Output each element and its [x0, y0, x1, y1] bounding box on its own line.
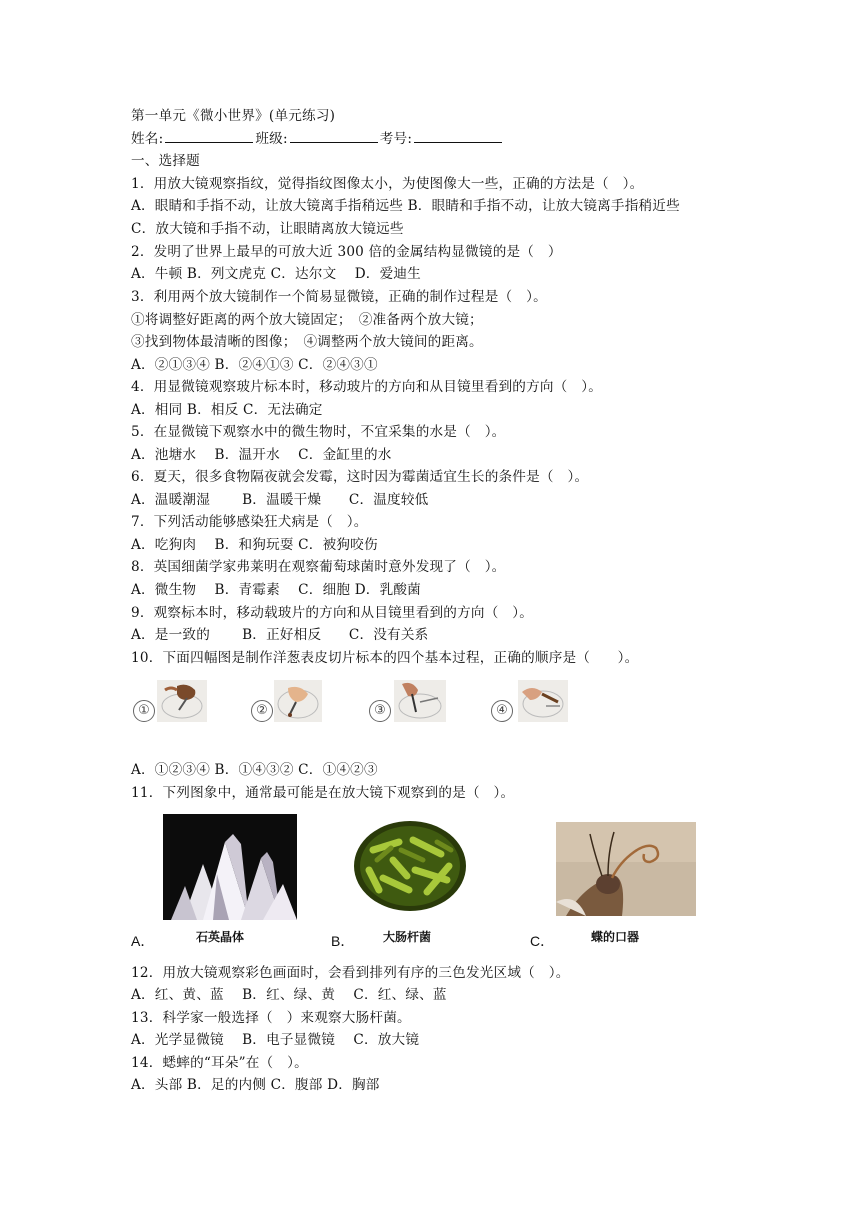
doc-title: 第一单元《微小世界》(单元练习)	[131, 108, 336, 124]
question-3-steps-2: ③找到物体最清晰的图像； ④调整两个放大镜间的距离。	[131, 334, 483, 350]
question-2: 2．发明了世界上最早的可放大近 300 倍的金属结构显微镜的是（ ）	[131, 244, 562, 260]
question-10: 10．下面四幅图是制作洋葱表皮切片标本的四个基本过程，正确的顺序是（ ）。	[131, 650, 639, 666]
question-7: 7．下列活动能够感染狂犬病是（ ）。	[131, 514, 368, 530]
q11-caption-a: 石英晶体	[196, 930, 245, 944]
q11-caption-c: 蝶的口器	[591, 930, 640, 944]
question-9-options: A．是一致的 B．正好相反 C．没有关系	[131, 627, 429, 643]
question-4: 4．用显微镜观察玻片标本时，移动玻片的方向和从目镜里看到的方向（ ）。	[131, 379, 603, 395]
exam-label: 考号:	[379, 131, 413, 147]
question-5-options: A．池塘水 B．温开水 C．金缸里的水	[131, 447, 392, 463]
hand-dropper-icon	[157, 680, 207, 722]
q11-option-b-letter: B．	[331, 933, 355, 949]
butterfly-proboscis-image	[556, 822, 696, 916]
q11-caption-b: 大肠杆菌	[383, 930, 432, 944]
step-number-1: ①	[133, 700, 155, 722]
question-3-steps-1: ①将调整好距离的两个放大镜固定； ②准备两个放大镜；	[131, 312, 483, 328]
section-heading: 一、选择题	[131, 153, 200, 169]
hand-tweezers-icon	[274, 680, 322, 722]
name-blank[interactable]	[165, 129, 253, 143]
question-9: 9．观察标本时，移动载玻片的方向和从目镜里看到的方向（ ）。	[131, 605, 534, 621]
q11-option-c-letter: C．	[530, 933, 555, 949]
question-4-options: A．相同 B．相反 C．无法确定	[131, 402, 323, 418]
question-10-options: A．①②③④ B．①④③② C．①④②③	[131, 762, 378, 778]
question-8-options: A．微生物 B．青霉素 C．细胞 D．乳酸菌	[131, 582, 421, 598]
question-13-options: A．光学显微镜 B．电子显微镜 C．放大镜	[131, 1032, 420, 1048]
question-12: 12．用放大镜观察彩色画面时，会看到排列有序的三色发光区域（ ）。	[131, 965, 570, 981]
name-label: 姓名:	[131, 131, 164, 147]
question-2-options: A．牛顿 B．列文虎克 C．达尔文 D．爱迪生	[131, 266, 421, 282]
question-1-options-ab: A．眼睛和手指不动，让放大镜离手指稍远些 B．眼睛和手指不动，让放大镜离手指稍近些	[131, 198, 680, 214]
question-6-options: A．温暖潮湿 B．温暖干燥 C．温度较低	[131, 492, 429, 508]
question-14-options: A．头部 B．足的内侧 C．腹部 D．胸部	[131, 1077, 380, 1093]
question-8: 8．英国细菌学家弗莱明在观察葡萄球菌时意外发现了（ ）。	[131, 559, 506, 575]
question-3: 3．利用两个放大镜制作一个简易显微镜，正确的制作过程是（ ）。	[131, 289, 547, 305]
question-7-options: A．吃狗肉 B．和狗玩耍 C．被狗咬伤	[131, 537, 378, 553]
step-number-4: ④	[491, 700, 513, 722]
step-number-2: ②	[251, 700, 273, 722]
question-14: 14．蟋蟀的“耳朵”在（ ）。	[131, 1055, 308, 1071]
question-6: 6．夏天，很多食物隔夜就会发霉，这时因为霉菌适宜生长的条件是（ ）。	[131, 469, 589, 485]
class-blank[interactable]	[290, 129, 378, 143]
hand-needle-icon	[394, 680, 446, 722]
class-label: 班级:	[255, 131, 288, 147]
question-3-options: A．②①③④ B．②④①③ C．②④③①	[131, 357, 378, 373]
question-1: 1．用放大镜观察指纹，觉得指纹图像太小，为使图像大一些，正确的方法是（ ）。	[131, 176, 644, 192]
q11-option-a-letter: A．	[131, 933, 155, 949]
question-1-option-c: C．放大镜和手指不动，让眼睛离放大镜远些	[131, 221, 404, 237]
quartz-crystal-image	[163, 814, 297, 920]
question-5: 5．在显微镜下观察水中的微生物时，不宜采集的水是（ ）。	[131, 424, 506, 440]
question-11: 11．下列图象中，通常最可能是在放大镜下观察到的是（ ）。	[131, 785, 515, 801]
student-info-row	[131, 129, 504, 149]
question-13: 13．科学家一般选择（ ）来观察大肠杆菌。	[131, 1010, 411, 1026]
question-12-options: A．红、黄、蓝 B．红、绿、黄 C．红、绿、蓝	[131, 987, 447, 1003]
step-number-3: ③	[369, 700, 391, 722]
e-coli-bacteria-image	[353, 820, 467, 912]
exam-blank[interactable]	[414, 129, 502, 143]
hand-slide-icon	[518, 680, 568, 722]
